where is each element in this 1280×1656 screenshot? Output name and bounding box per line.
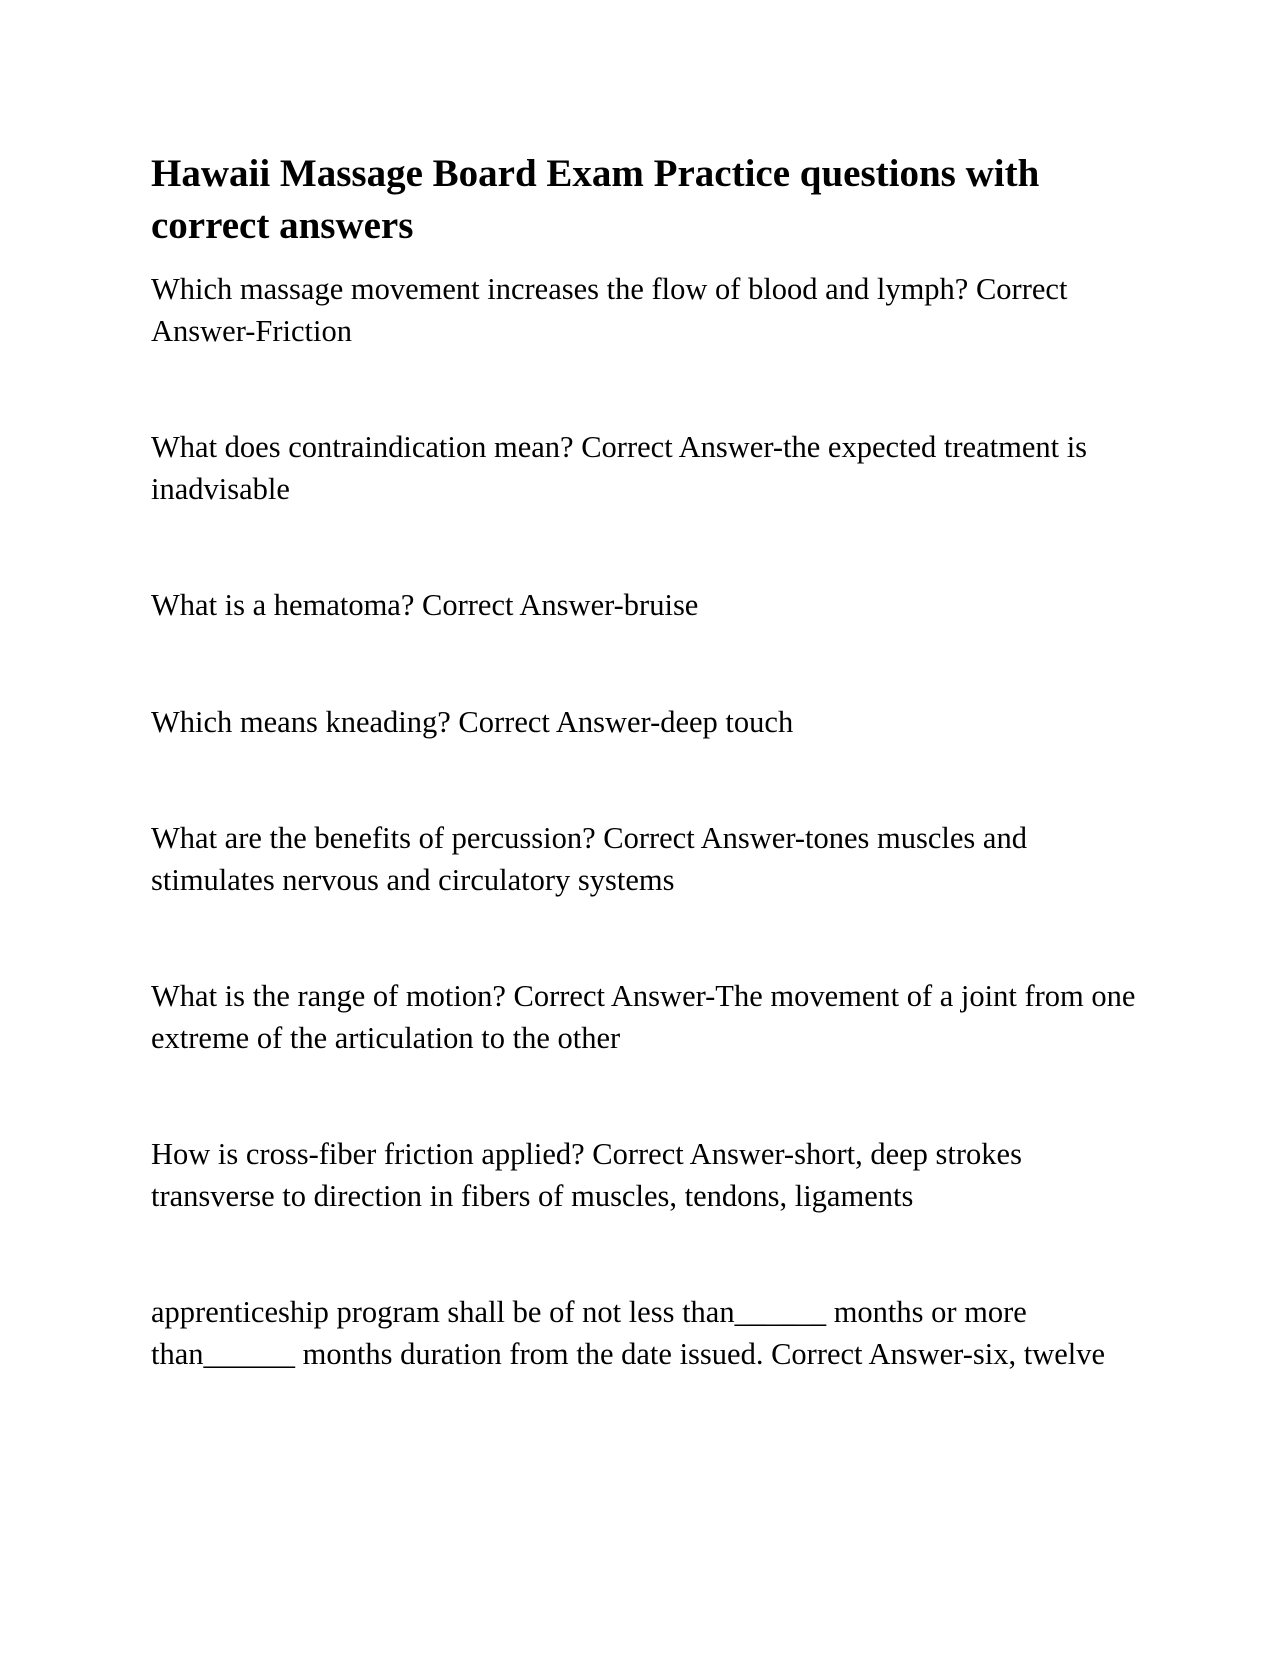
document-title: Hawaii Massage Board Exam Practice questions with correct answers xyxy=(151,152,1040,247)
document-page xyxy=(151,148,1136,1375)
qa-item: apprenticeship program shall be of not less than______ months or more than______ months duration from the date issued. Correct Answer-six, twelve xyxy=(151,1295,1106,1371)
qa-item: Which massage movement increases the flow of blood and lymph? Correct Answer-Friction xyxy=(151,272,1068,348)
qa-item: How is cross-fiber friction applied? Correct Answer-short, deep strokes transverse to direction in fibers of muscles, tendons, ligaments xyxy=(151,1137,1022,1213)
qa-item: What is a hematoma? Correct Answer-bruise xyxy=(151,588,699,622)
qa-item: What does contraindication mean? Correct Answer-the expected treatment is inadvisable xyxy=(151,430,1088,506)
qa-item: Which means kneading? Correct Answer-deep touch xyxy=(151,704,794,739)
qa-item: What are the benefits of percussion? Correct Answer-tones muscles and stimulates nervous and circulatory systems xyxy=(151,821,1027,897)
qa-item: What is the range of motion? Correct Answer-The movement of a joint from one extreme of the articulation to the other xyxy=(151,979,1136,1055)
